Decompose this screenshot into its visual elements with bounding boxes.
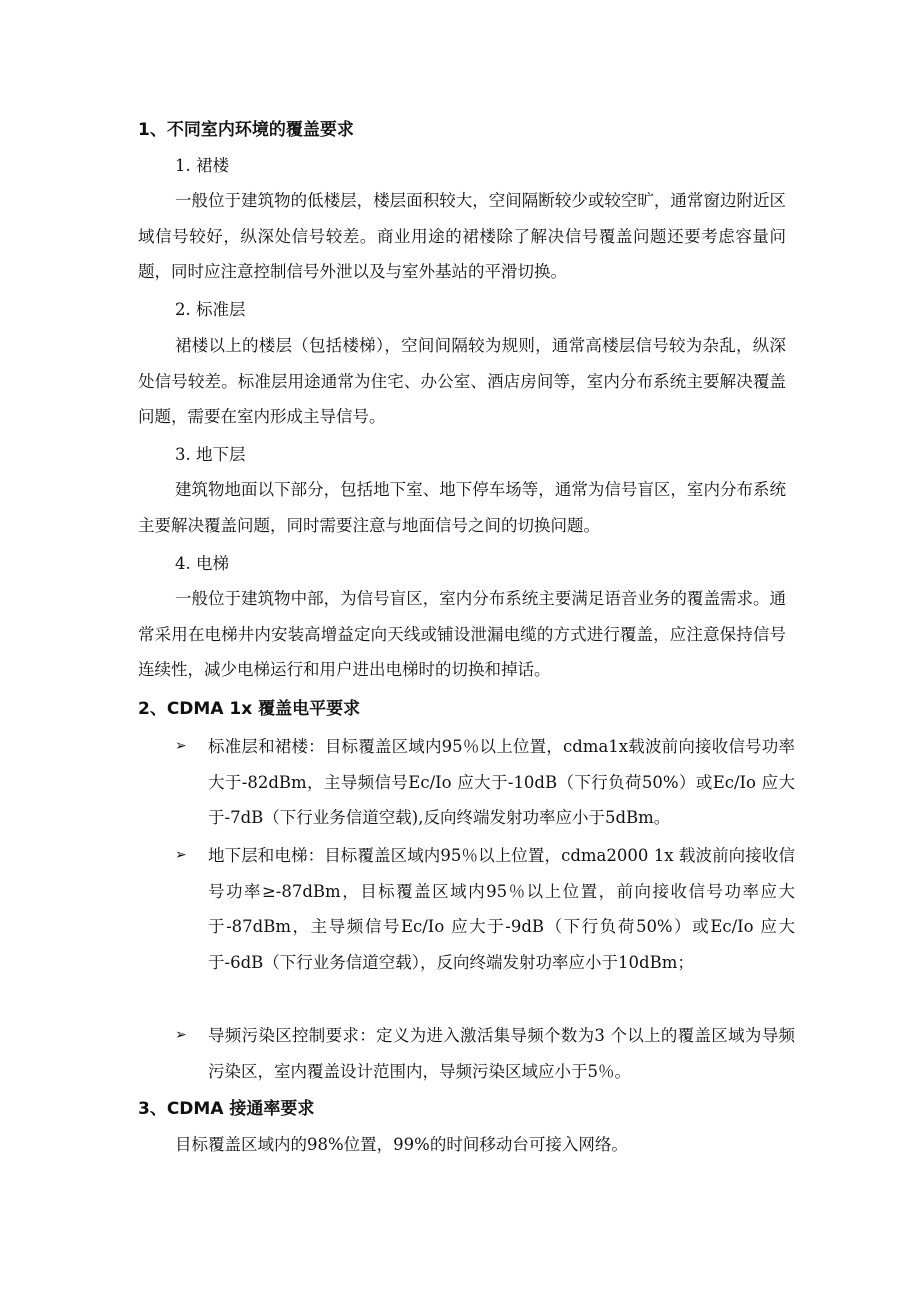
paragraph: 一般位于建筑物中部，为信号盲区，室内分布系统主要满足语音业务的覆盖需求。通常采用在电梯井内安装高增益定向天线或铺设泄漏电缆的方式进行覆盖，应注意保持信号连续性，减少电梯运行和用户进出电梯时的切换和掉话。 bbox=[138, 589, 786, 679]
arrow-bullet-icon: ➢ bbox=[175, 847, 187, 863]
subsection-title: 1. 裙楼 bbox=[175, 156, 229, 175]
subsection-title: 3. 地下层 bbox=[175, 445, 246, 464]
paragraph: 目标覆盖区域内的98%位置，99%的时间移动台可接入网络。 bbox=[175, 1135, 628, 1154]
paragraph: 裙楼以上的楼层（包括楼梯），空间间隔较为规则，通常高楼层信号较为杂乱，纵深处信号较差。标准层用途通常为住宅、办公室、酒店房间等，室内分布系统主要解决覆盖问题，需要在室内形成主导信号。 bbox=[138, 336, 786, 426]
arrow-bullet-icon: ➢ bbox=[175, 1027, 187, 1043]
paragraph: 一般位于建筑物的低楼层，楼层面积较大，空间隔断较少或较空旷，通常窗边附近区域信号较好，纵深处信号较差。商业用途的裙楼除了解决信号覆盖问题还要考虑容量问题，同时应注意控制信号外泄以及与室外基站的平滑切换。 bbox=[138, 191, 786, 281]
list-item-text: 地下层和电梯：目标覆盖区域内95％以上位置，cdma2000 1x 载波前向接收信号功率≥-87dBm，目标覆盖区域内95％以上位置，前向接收信号功率应大于-87dBm，主导频信号Ec/Io 应大于-9dB（下行负荷50%）或Ec/Io 应大于-6dB（下行业务信道空载），反向终端发射功率应小于10dBm； bbox=[208, 846, 795, 972]
subsection-title: 2. 标准层 bbox=[175, 300, 246, 319]
section-2-heading: 2、CDMA 1x 覆盖电平要求 bbox=[138, 699, 361, 719]
list-item bbox=[175, 1018, 795, 1089]
list-item-text: 标准层和裙楼：目标覆盖区域内95％以上位置，cdma1x载波前向接收信号功率大于-82dBm，主导频信号Ec/Io 应大于-10dB（下行负荷50%）或Ec/Io 应大于-7dB（下行业务信道空载),反向终端发射功率应小于5dBm。 bbox=[208, 737, 795, 827]
subsection-title: 4. 电梯 bbox=[175, 554, 229, 573]
list-item bbox=[175, 838, 795, 980]
arrow-bullet-icon: ➢ bbox=[175, 738, 187, 754]
paragraph: 建筑物地面以下部分，包括地下室、地下停车场等，通常为信号盲区，室内分布系统主要解决覆盖问题，同时需要注意与地面信号之间的切换问题。 bbox=[138, 480, 786, 535]
list-item bbox=[175, 729, 795, 836]
list-item-text: 导频污染区控制要求：定义为进入激活集导频个数为3 个以上的覆盖区域为导频污染区，室内覆盖设计范围内，导频污染区域应小于5％。 bbox=[208, 1026, 795, 1081]
section-1-heading: 1、不同室内环境的覆盖要求 bbox=[138, 120, 354, 140]
section-3-heading: 3、CDMA 接通率要求 bbox=[138, 1099, 315, 1119]
